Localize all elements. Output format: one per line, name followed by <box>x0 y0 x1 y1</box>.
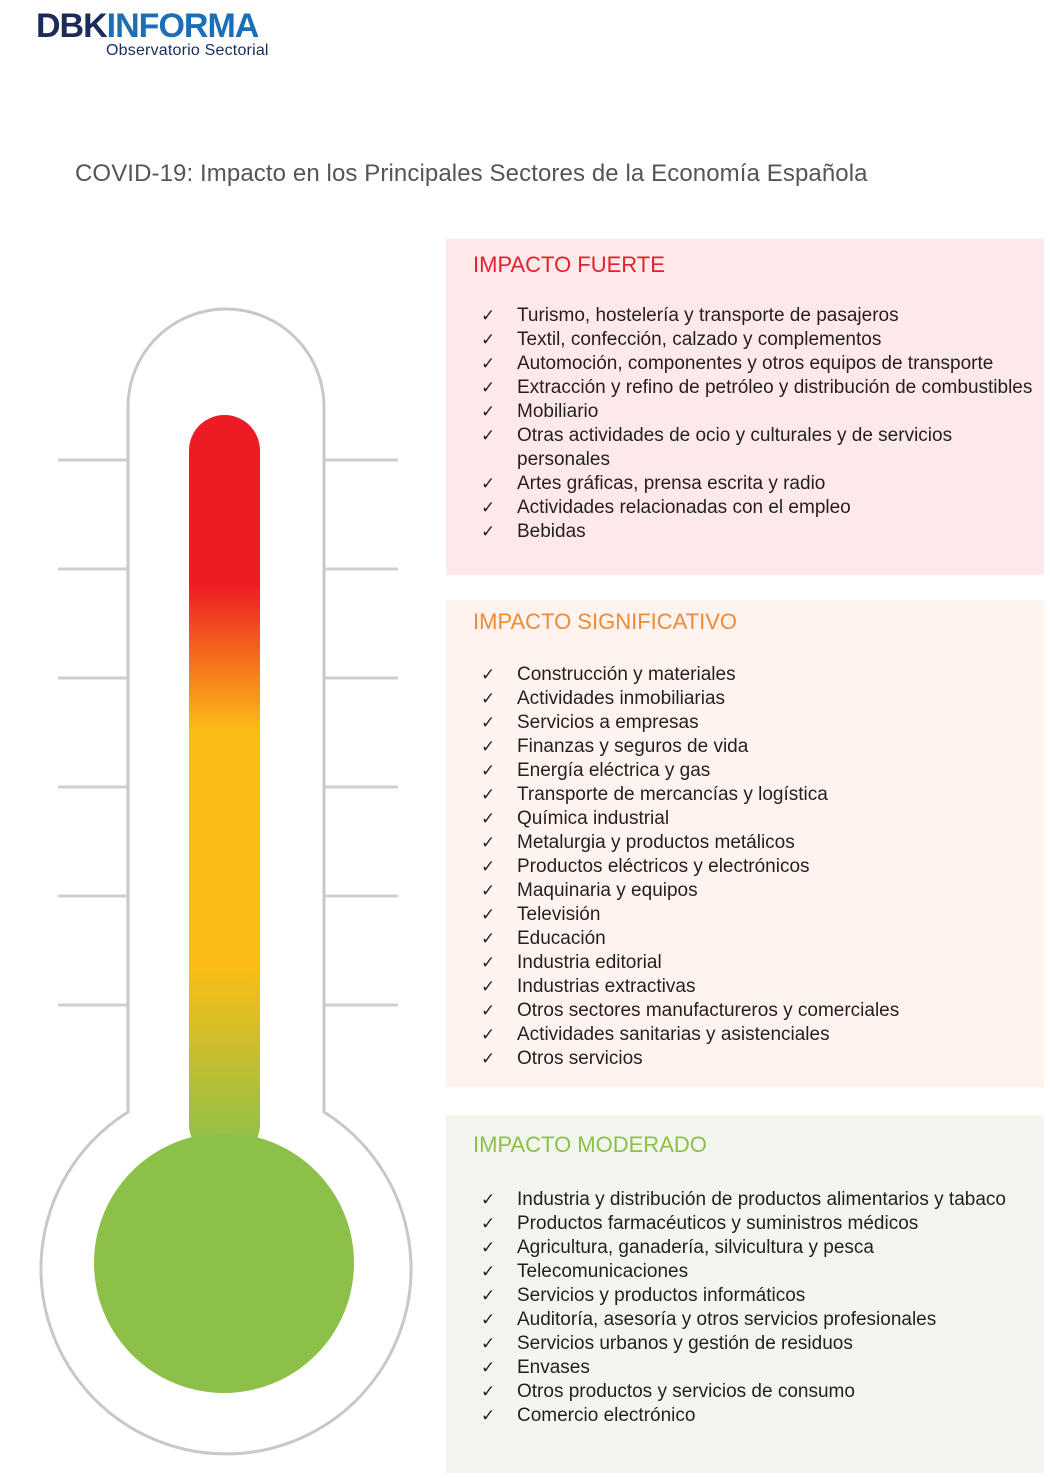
check-icon: ✓ <box>481 737 496 757</box>
sector-list-item <box>473 424 1044 472</box>
sector-list-item <box>473 1236 1044 1260</box>
check-icon: ✓ <box>481 1406 496 1426</box>
check-icon: ✓ <box>481 1358 496 1378</box>
check-icon: ✓ <box>481 426 496 446</box>
check-icon: ✓ <box>481 1382 496 1402</box>
sector-list-item <box>473 1047 1044 1071</box>
sector-label: Industria y distribución de productos alimentarios y tabaco <box>517 1189 1006 1210</box>
sector-label: Otros servicios <box>517 1048 643 1069</box>
check-icon: ✓ <box>481 330 496 350</box>
sector-label: Productos eléctricos y electrónicos <box>517 856 810 877</box>
panel-significant-impact <box>446 600 1044 1087</box>
sector-list-item <box>473 711 1044 735</box>
sector-list-item <box>473 927 1044 951</box>
check-icon: ✓ <box>481 953 496 973</box>
sector-list-item <box>473 352 1044 376</box>
sector-list-item <box>473 783 1044 807</box>
sector-label: Maquinaria y equipos <box>517 880 698 901</box>
sector-label: Agricultura, ganadería, silvicultura y pesca <box>517 1237 874 1258</box>
sector-label: Turismo, hostelería y transporte de pasajeros <box>517 305 899 326</box>
check-icon: ✓ <box>481 905 496 925</box>
sector-label: Bebidas <box>517 521 586 542</box>
check-icon: ✓ <box>481 665 496 685</box>
sector-label: Productos farmacéuticos y suministros médicos <box>517 1213 919 1234</box>
check-icon: ✓ <box>481 1334 496 1354</box>
sector-list-item <box>473 328 1044 352</box>
panel-strong-title: IMPACTO FUERTE <box>473 252 665 277</box>
check-icon: ✓ <box>481 833 496 853</box>
check-icon: ✓ <box>481 809 496 829</box>
sector-list-item <box>473 1308 1044 1332</box>
sector-label: Actividades inmobiliarias <box>517 688 726 709</box>
sector-label: Telecomunicaciones <box>517 1261 689 1282</box>
strong-impact-list <box>473 304 1044 544</box>
logo-dbk-text: DBK <box>36 7 107 45</box>
sector-list-item <box>473 1404 1044 1428</box>
sector-list-item <box>473 1356 1044 1380</box>
logo-informa-text: INFORMA <box>106 7 259 45</box>
sector-list-item <box>473 735 1044 759</box>
sector-list-item <box>473 1284 1044 1308</box>
check-icon: ✓ <box>481 1238 496 1258</box>
sector-list-item <box>473 975 1044 999</box>
thermometer-mercury <box>189 415 260 1160</box>
check-icon: ✓ <box>481 977 496 997</box>
sector-list-item <box>473 496 1044 520</box>
sector-label: Otras actividades de ocio y culturales y de servicios personales <box>517 425 953 470</box>
panel-strong-impact <box>446 239 1044 575</box>
sector-list-item <box>473 304 1044 328</box>
sector-label: Textil, confección, calzado y complementos <box>517 329 882 350</box>
check-icon: ✓ <box>481 306 496 326</box>
sector-list-item <box>473 807 1044 831</box>
sector-list-item <box>473 472 1044 496</box>
sector-label: Finanzas y seguros de vida <box>517 736 749 757</box>
sector-list-item <box>473 1380 1044 1404</box>
check-icon: ✓ <box>481 402 496 422</box>
sector-list-item <box>473 1188 1044 1212</box>
panel-significant-title: IMPACTO SIGNIFICATIVO <box>473 609 738 634</box>
thermometer-bulb <box>94 1133 354 1393</box>
sector-list-item <box>473 1260 1044 1284</box>
check-icon: ✓ <box>481 785 496 805</box>
check-icon: ✓ <box>481 857 496 877</box>
check-icon: ✓ <box>481 378 496 398</box>
sector-label: Química industrial <box>517 808 670 829</box>
sector-label: Actividades relacionadas con el empleo <box>517 497 851 518</box>
check-icon: ✓ <box>481 1001 496 1021</box>
check-icon: ✓ <box>481 1190 496 1210</box>
sector-label: Servicios a empresas <box>517 712 699 733</box>
sector-list-item <box>473 376 1044 400</box>
sector-label: Auditoría, asesoría y otros servicios profesionales <box>517 1309 937 1330</box>
sector-label: Otros productos y servicios de consumo <box>517 1381 855 1402</box>
check-icon: ✓ <box>481 713 496 733</box>
sector-label: Extracción y refino de petróleo y distribución de combustibles <box>517 377 1033 398</box>
check-icon: ✓ <box>481 498 496 518</box>
sector-list-item <box>473 663 1044 687</box>
panel-moderate-title: IMPACTO MODERADO <box>473 1132 707 1157</box>
sector-label: Industria editorial <box>517 952 662 973</box>
check-icon: ✓ <box>481 1286 496 1306</box>
check-icon: ✓ <box>481 881 496 901</box>
thermometer-illustration <box>0 0 440 1478</box>
check-icon: ✓ <box>481 761 496 781</box>
check-icon: ✓ <box>481 1310 496 1330</box>
sector-list-item <box>473 855 1044 879</box>
moderate-impact-list <box>473 1188 1044 1428</box>
sector-list-item <box>473 903 1044 927</box>
check-icon: ✓ <box>481 929 496 949</box>
sector-label: Industrias extractivas <box>517 976 696 997</box>
sector-label: Construcción y materiales <box>517 664 736 685</box>
sector-label: Otros sectores manufactureros y comerciales <box>517 1000 900 1021</box>
sector-label: Metalurgia y productos metálicos <box>517 832 795 853</box>
sector-list-item <box>473 1023 1044 1047</box>
sector-label: Automoción, componentes y otros equipos de transporte <box>517 353 994 374</box>
significant-impact-list <box>473 663 1044 1071</box>
sector-label: Comercio electrónico <box>517 1405 696 1426</box>
sector-label: Envases <box>517 1357 590 1378</box>
sector-label: Mobiliario <box>517 401 599 422</box>
sector-list-item <box>473 951 1044 975</box>
check-icon: ✓ <box>481 354 496 374</box>
sector-label: Transporte de mercancías y logística <box>517 784 828 805</box>
sector-list-item <box>473 1332 1044 1356</box>
sector-label: Educación <box>517 928 606 949</box>
sector-list-item <box>473 831 1044 855</box>
check-icon: ✓ <box>481 1049 496 1069</box>
sector-list-item <box>473 999 1044 1023</box>
panel-moderate-impact <box>446 1115 1044 1473</box>
check-icon: ✓ <box>481 1214 496 1234</box>
check-icon: ✓ <box>481 689 496 709</box>
sector-label: Televisión <box>517 904 601 925</box>
logo-subtitle: Observatorio Sectorial <box>106 42 269 59</box>
sector-list-item <box>473 400 1044 424</box>
sector-list-item <box>473 759 1044 783</box>
sector-label: Artes gráficas, prensa escrita y radio <box>517 473 826 494</box>
sector-label: Servicios y productos informáticos <box>517 1285 806 1306</box>
sector-list-item <box>473 687 1044 711</box>
sector-label: Servicios urbanos y gestión de residuos <box>517 1333 853 1354</box>
sector-label: Energía eléctrica y gas <box>517 760 711 781</box>
sector-label: Actividades sanitarias y asistenciales <box>517 1024 830 1045</box>
page-title: COVID-19: Impacto en los Principales Sectores de la Economía Española <box>75 160 868 187</box>
sector-list-item <box>473 1212 1044 1236</box>
check-icon: ✓ <box>481 1262 496 1282</box>
check-icon: ✓ <box>481 522 496 542</box>
check-icon: ✓ <box>481 474 496 494</box>
sector-list-item <box>473 879 1044 903</box>
sector-list-item <box>473 520 1044 544</box>
check-icon: ✓ <box>481 1025 496 1045</box>
